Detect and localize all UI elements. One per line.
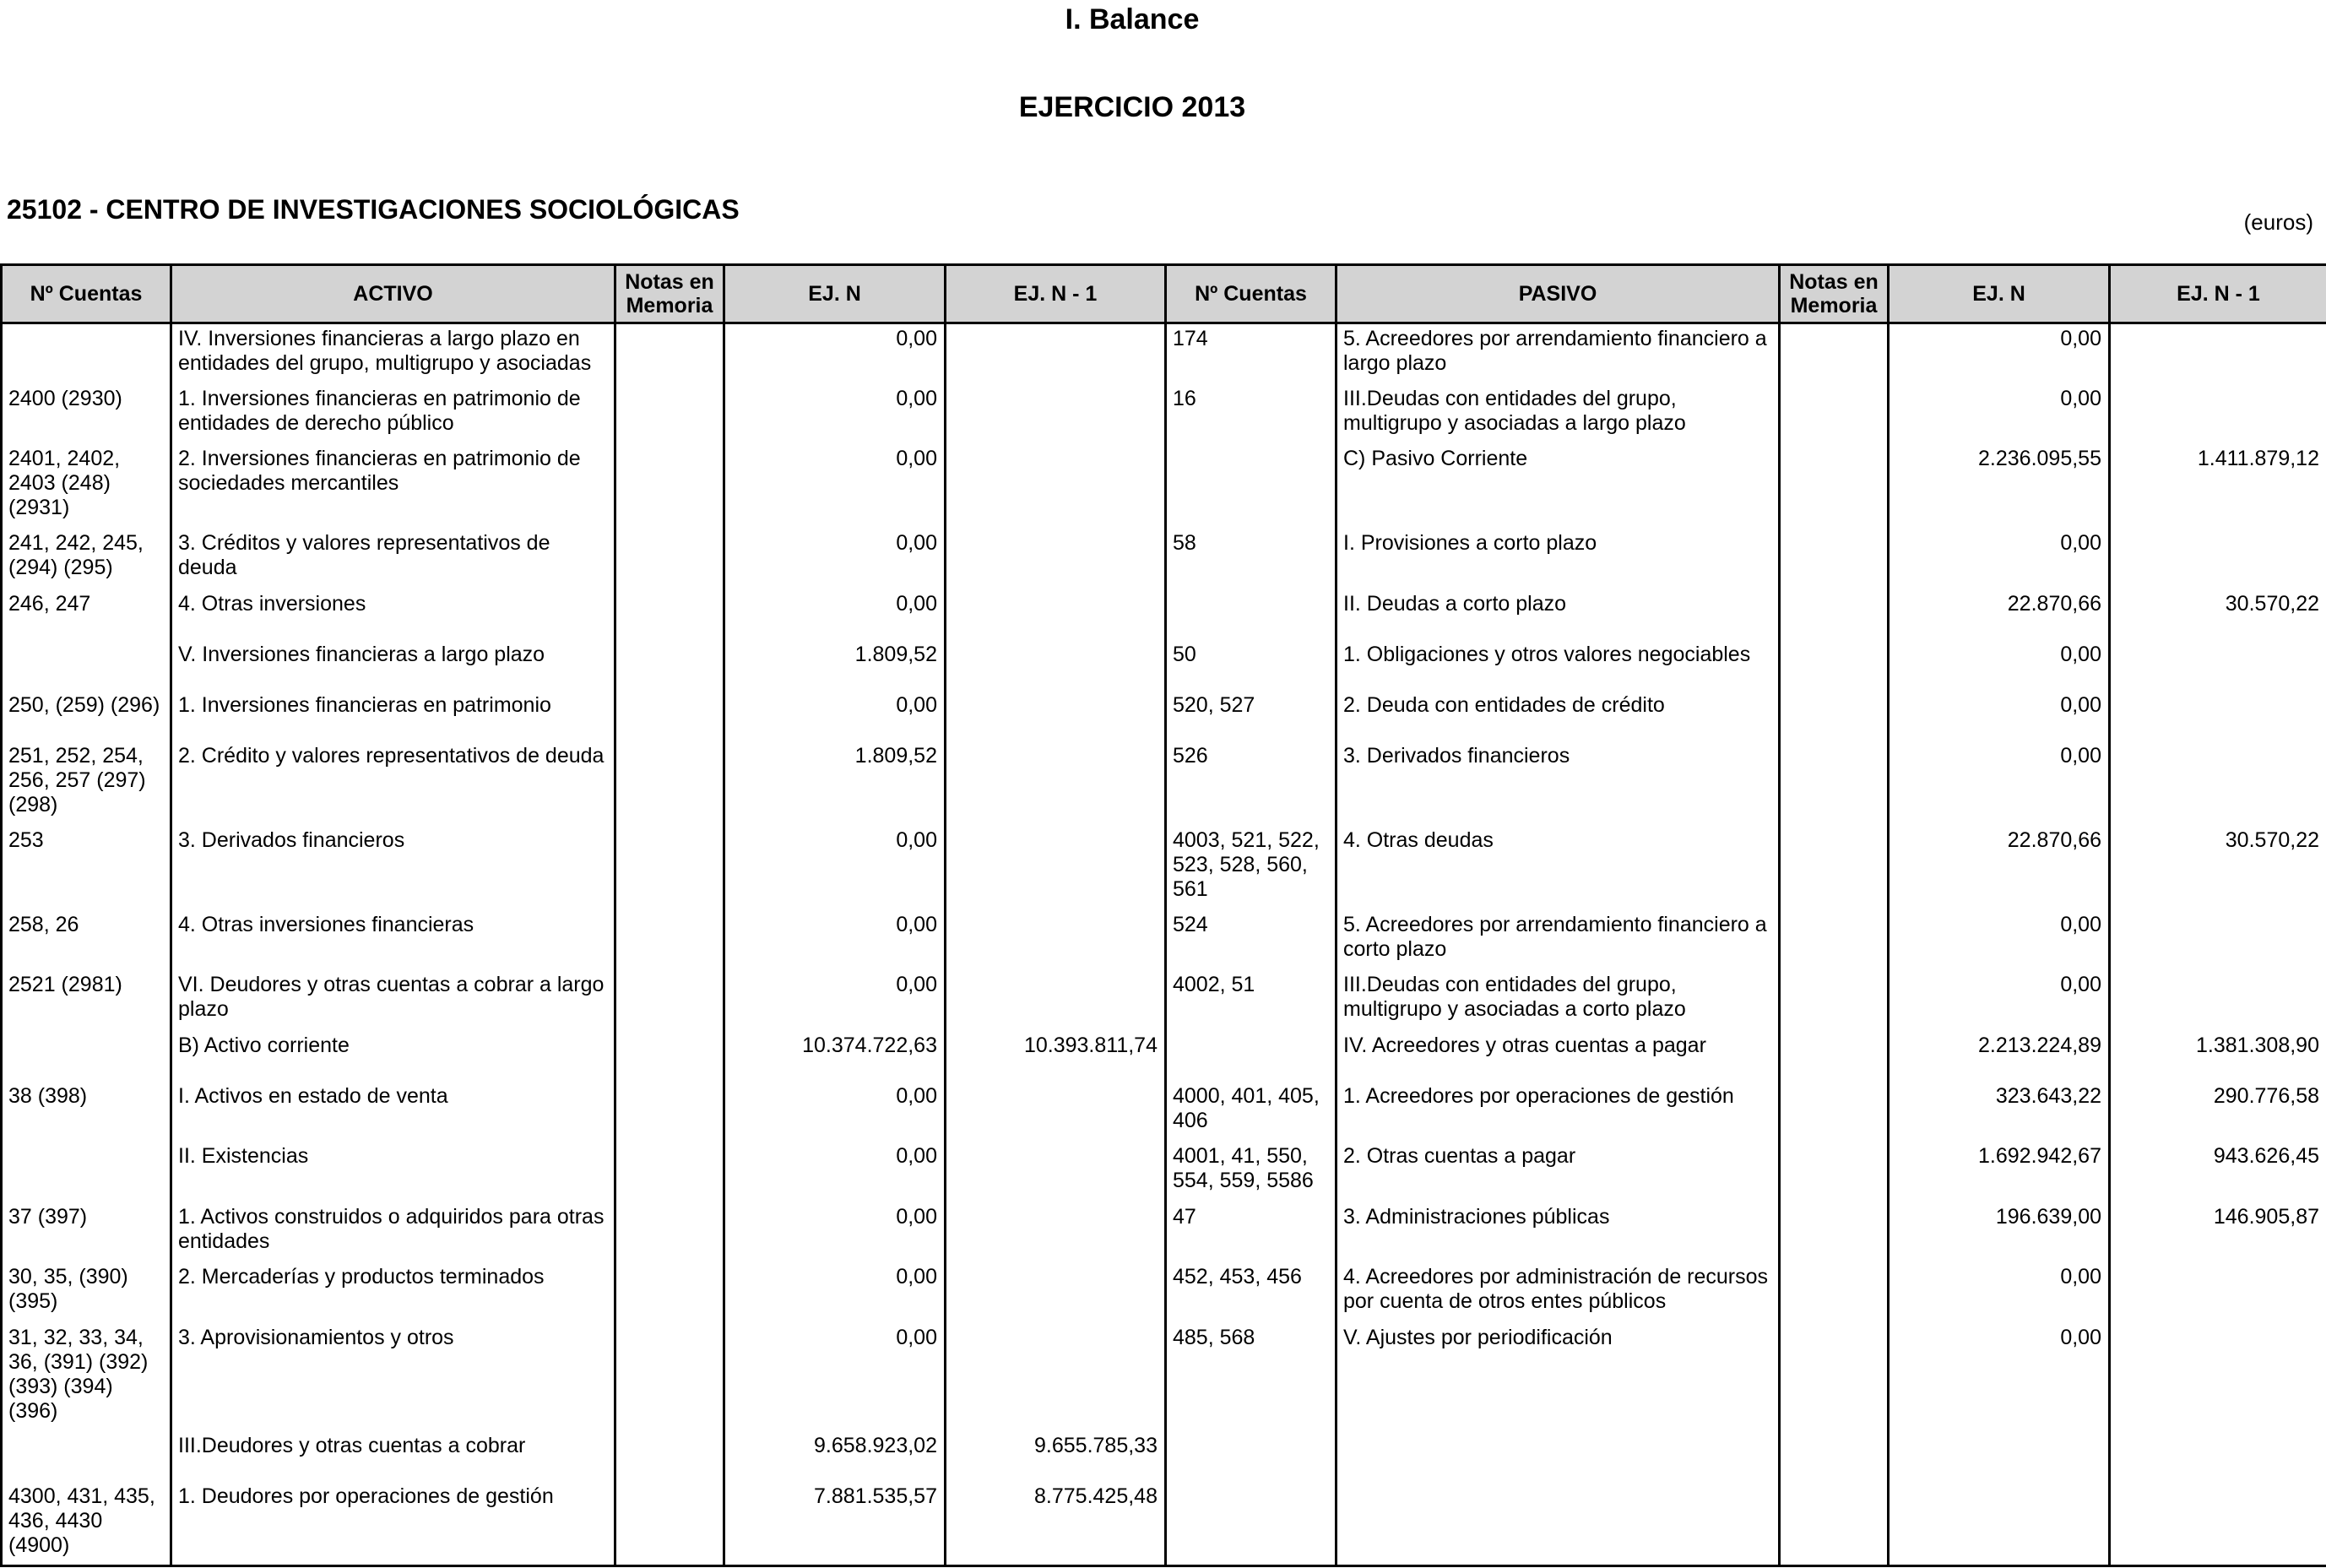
table-row xyxy=(2,444,2326,529)
cell-ej-n1-pasivo: 146.905,87 xyxy=(2110,1202,2326,1262)
cell-ej-n-pasivo: 0,00 xyxy=(1889,323,2110,384)
cell-ej-n1-activo xyxy=(946,444,1166,529)
cell-cuentas-activo: 37 (397) xyxy=(2,1202,171,1262)
cell-ej-n-pasivo: 0,00 xyxy=(1889,384,2110,444)
cell-ej-n1-activo xyxy=(946,1142,1166,1202)
header-cuentas-pasivo: Nº Cuentas xyxy=(1166,265,1337,323)
cell-ej-n-pasivo xyxy=(1889,1431,2110,1482)
cell-concepto-activo: III.Deudores y otras cuentas a cobrar xyxy=(171,1431,615,1482)
cell-concepto-pasivo: II. Deudas a corto plazo xyxy=(1337,589,1780,640)
cell-concepto-pasivo: 2. Otras cuentas a pagar xyxy=(1337,1142,1780,1202)
table-row xyxy=(2,691,2326,741)
cell-ej-n1-activo xyxy=(946,1202,1166,1262)
cell-ej-n-activo: 0,00 xyxy=(724,589,946,640)
cell-ej-n1-pasivo: 1.411.879,12 xyxy=(2110,444,2326,529)
cell-ej-n1-activo xyxy=(946,589,1166,640)
table-row xyxy=(2,1082,2326,1142)
header-activo: ACTIVO xyxy=(171,265,615,323)
cell-ej-n1-pasivo xyxy=(2110,384,2326,444)
table-row xyxy=(2,1482,2326,1558)
cell-notas-activo xyxy=(615,1262,724,1323)
empty-cell xyxy=(1166,1558,1337,1566)
currency-units: (euros) xyxy=(2243,209,2313,235)
cell-notas-activo xyxy=(615,444,724,529)
cell-concepto-pasivo: C) Pasivo Corriente xyxy=(1337,444,1780,529)
cell-cuentas-pasivo: 58 xyxy=(1166,529,1337,589)
cell-ej-n-pasivo: 0,00 xyxy=(1889,970,2110,1031)
cell-concepto-activo: IV. Inversiones financieras a largo plazo en entidades del grupo, multigrupo y asociadas xyxy=(171,323,615,384)
cell-ej-n1-pasivo xyxy=(2110,1323,2326,1431)
header-cuentas-activo: Nº Cuentas xyxy=(2,265,171,323)
cell-cuentas-activo xyxy=(2,1431,171,1482)
cell-concepto-activo: 1. Inversiones financieras en patrimonio xyxy=(171,691,615,741)
cell-ej-n1-activo xyxy=(946,323,1166,384)
cell-concepto-activo: V. Inversiones financieras a largo plazo xyxy=(171,640,615,691)
cell-ej-n1-pasivo: 290.776,58 xyxy=(2110,1082,2326,1142)
empty-cell xyxy=(946,1558,1166,1566)
table-row xyxy=(2,910,2326,970)
cell-concepto-pasivo: 4. Acreedores por administración de recursos por cuenta de otros entes públicos xyxy=(1337,1262,1780,1323)
cell-ej-n1-activo xyxy=(946,1082,1166,1142)
cell-cuentas-activo: 38 (398) xyxy=(2,1082,171,1142)
cell-ej-n-activo: 0,00 xyxy=(724,1262,946,1323)
cell-notas-activo xyxy=(615,1082,724,1142)
cell-notas-activo xyxy=(615,1323,724,1431)
empty-cell xyxy=(1337,1558,1780,1566)
cell-ej-n1-pasivo: 30.570,22 xyxy=(2110,589,2326,640)
table-row xyxy=(2,741,2326,826)
cell-cuentas-pasivo: 520, 527 xyxy=(1166,691,1337,741)
cell-cuentas-pasivo: 50 xyxy=(1166,640,1337,691)
cell-concepto-activo: I. Activos en estado de venta xyxy=(171,1082,615,1142)
cell-cuentas-pasivo: 4001, 41, 550, 554, 559, 5586 xyxy=(1166,1142,1337,1202)
cell-concepto-pasivo: V. Ajustes por periodificación xyxy=(1337,1323,1780,1431)
cell-ej-n1-pasivo: 1.381.308,90 xyxy=(2110,1031,2326,1082)
cell-concepto-pasivo xyxy=(1337,1431,1780,1482)
cell-cuentas-activo: 258, 26 xyxy=(2,910,171,970)
cell-cuentas-pasivo xyxy=(1166,1482,1337,1558)
empty-cell xyxy=(2110,1558,2326,1566)
table-row xyxy=(2,323,2326,384)
cell-cuentas-activo xyxy=(2,1142,171,1202)
header-ej-n1-pasivo: EJ. N - 1 xyxy=(2110,265,2326,323)
cell-cuentas-pasivo: 16 xyxy=(1166,384,1337,444)
filler-row xyxy=(2,1558,2326,1566)
cell-concepto-activo: 2. Mercaderías y productos terminados xyxy=(171,1262,615,1323)
cell-notas-activo xyxy=(615,1142,724,1202)
cell-cuentas-activo: 30, 35, (390) (395) xyxy=(2,1262,171,1323)
empty-cell xyxy=(724,1558,946,1566)
cell-ej-n1-activo: 9.655.785,33 xyxy=(946,1431,1166,1482)
cell-concepto-activo: 2. Crédito y valores representativos de deuda xyxy=(171,741,615,826)
cell-notas-pasivo xyxy=(1780,444,1889,529)
table-row xyxy=(2,640,2326,691)
cell-ej-n-activo: 0,00 xyxy=(724,1082,946,1142)
cell-ej-n1-activo xyxy=(946,384,1166,444)
table-row xyxy=(2,384,2326,444)
cell-concepto-pasivo: 1. Acreedores por operaciones de gestión xyxy=(1337,1082,1780,1142)
cell-ej-n-pasivo: 0,00 xyxy=(1889,1323,2110,1431)
cell-ej-n1-activo xyxy=(946,1323,1166,1431)
cell-concepto-pasivo: 1. Obligaciones y otros valores negociables xyxy=(1337,640,1780,691)
cell-cuentas-activo: 246, 247 xyxy=(2,589,171,640)
cell-cuentas-pasivo: 452, 453, 456 xyxy=(1166,1262,1337,1323)
cell-concepto-activo: 4. Otras inversiones financieras xyxy=(171,910,615,970)
cell-concepto-activo: 3. Créditos y valores representativos de deuda xyxy=(171,529,615,589)
cell-notas-activo xyxy=(615,384,724,444)
cell-concepto-pasivo: 3. Administraciones públicas xyxy=(1337,1202,1780,1262)
cell-notas-activo xyxy=(615,1031,724,1082)
cell-concepto-pasivo: I. Provisiones a corto plazo xyxy=(1337,529,1780,589)
cell-ej-n-pasivo: 2.236.095,55 xyxy=(1889,444,2110,529)
cell-ej-n-pasivo: 0,00 xyxy=(1889,640,2110,691)
cell-notas-activo xyxy=(615,910,724,970)
cell-concepto-activo: 3. Derivados financieros xyxy=(171,826,615,910)
cell-notas-pasivo xyxy=(1780,1031,1889,1082)
cell-ej-n1-pasivo xyxy=(2110,640,2326,691)
cell-cuentas-activo: 4300, 431, 435, 436, 4430 (4900) xyxy=(2,1482,171,1558)
table-row xyxy=(2,1031,2326,1082)
cell-notas-pasivo xyxy=(1780,384,1889,444)
table-row xyxy=(2,1202,2326,1262)
cell-ej-n1-pasivo xyxy=(2110,323,2326,384)
cell-cuentas-activo: 2521 (2981) xyxy=(2,970,171,1031)
header-ej-n1-activo: EJ. N - 1 xyxy=(946,265,1166,323)
cell-ej-n-activo: 0,00 xyxy=(724,1323,946,1431)
cell-concepto-pasivo: III.Deudas con entidades del grupo, multigrupo y asociadas a corto plazo xyxy=(1337,970,1780,1031)
cell-ej-n-activo: 0,00 xyxy=(724,826,946,910)
cell-concepto-activo: II. Existencias xyxy=(171,1142,615,1202)
entity-name: 25102 - CENTRO DE INVESTIGACIONES SOCIOLÓGICAS xyxy=(7,194,740,225)
cell-cuentas-activo xyxy=(2,1031,171,1082)
cell-concepto-pasivo: 4. Otras deudas xyxy=(1337,826,1780,910)
cell-notas-pasivo xyxy=(1780,1482,1889,1558)
table-row xyxy=(2,1262,2326,1323)
cell-ej-n1-pasivo xyxy=(2110,970,2326,1031)
cell-ej-n-pasivo: 196.639,00 xyxy=(1889,1202,2110,1262)
cell-ej-n1-pasivo xyxy=(2110,529,2326,589)
cell-notas-activo xyxy=(615,529,724,589)
table-row xyxy=(2,1431,2326,1482)
cell-notas-activo xyxy=(615,640,724,691)
cell-cuentas-pasivo: 4003, 521, 522, 523, 528, 560, 561 xyxy=(1166,826,1337,910)
cell-ej-n-activo: 9.658.923,02 xyxy=(724,1431,946,1482)
cell-cuentas-activo xyxy=(2,640,171,691)
report-subtitle: EJERCICIO 2013 xyxy=(1018,91,1246,123)
empty-cell xyxy=(171,1558,615,1566)
cell-notas-pasivo xyxy=(1780,1323,1889,1431)
header-ej-n-activo: EJ. N xyxy=(724,265,946,323)
cell-concepto-activo: VI. Deudores y otras cuentas a cobrar a largo plazo xyxy=(171,970,615,1031)
cell-concepto-activo: 4. Otras inversiones xyxy=(171,589,615,640)
cell-notas-activo xyxy=(615,741,724,826)
cell-concepto-pasivo xyxy=(1337,1482,1780,1558)
empty-cell xyxy=(2,1558,171,1566)
cell-cuentas-pasivo xyxy=(1166,444,1337,529)
cell-notas-activo xyxy=(615,323,724,384)
empty-cell xyxy=(615,1558,724,1566)
cell-cuentas-activo: 2401, 2402, 2403 (248) (2931) xyxy=(2,444,171,529)
cell-notas-activo xyxy=(615,1482,724,1558)
cell-notas-pasivo xyxy=(1780,910,1889,970)
cell-cuentas-activo xyxy=(2,323,171,384)
cell-notas-pasivo xyxy=(1780,1262,1889,1323)
cell-ej-n-activo: 0,00 xyxy=(724,1202,946,1262)
header-row xyxy=(2,265,2326,323)
cell-ej-n-activo: 0,00 xyxy=(724,1142,946,1202)
table-row xyxy=(2,529,2326,589)
cell-ej-n1-pasivo xyxy=(2110,910,2326,970)
cell-ej-n-activo: 0,00 xyxy=(724,970,946,1031)
cell-cuentas-pasivo: 485, 568 xyxy=(1166,1323,1337,1431)
cell-concepto-pasivo: 3. Derivados financieros xyxy=(1337,741,1780,826)
table-row xyxy=(2,1323,2326,1431)
cell-concepto-pasivo: 5. Acreedores por arrendamiento financiero a largo plazo xyxy=(1337,323,1780,384)
empty-cell xyxy=(1780,1558,1889,1566)
cell-notas-pasivo xyxy=(1780,640,1889,691)
cell-ej-n1-activo: 10.393.811,74 xyxy=(946,1031,1166,1082)
cell-ej-n-pasivo: 0,00 xyxy=(1889,1262,2110,1323)
cell-cuentas-pasivo: 174 xyxy=(1166,323,1337,384)
cell-ej-n1-activo xyxy=(946,691,1166,741)
cell-ej-n-activo: 0,00 xyxy=(724,529,946,589)
cell-ej-n-activo: 10.374.722,63 xyxy=(724,1031,946,1082)
cell-notas-pasivo xyxy=(1780,1431,1889,1482)
cell-ej-n1-activo xyxy=(946,529,1166,589)
header-pasivo: PASIVO xyxy=(1337,265,1780,323)
cell-cuentas-pasivo xyxy=(1166,1431,1337,1482)
cell-ej-n-pasivo: 22.870,66 xyxy=(1889,826,2110,910)
cell-concepto-activo: 2. Inversiones financieras en patrimonio de sociedades mercantiles xyxy=(171,444,615,529)
cell-notas-activo xyxy=(615,1202,724,1262)
cell-ej-n1-pasivo xyxy=(2110,1262,2326,1323)
cell-notas-pasivo xyxy=(1780,589,1889,640)
cell-cuentas-pasivo: 526 xyxy=(1166,741,1337,826)
table-row xyxy=(2,589,2326,640)
cell-concepto-activo: 1. Inversiones financieras en patrimonio de entidades de derecho público xyxy=(171,384,615,444)
cell-ej-n-activo: 7.881.535,57 xyxy=(724,1482,946,1558)
cell-ej-n-pasivo: 2.213.224,89 xyxy=(1889,1031,2110,1082)
cell-notas-pasivo xyxy=(1780,970,1889,1031)
cell-notas-activo xyxy=(615,826,724,910)
cell-notas-pasivo xyxy=(1780,741,1889,826)
cell-ej-n-pasivo xyxy=(1889,1482,2110,1558)
cell-ej-n-pasivo: 0,00 xyxy=(1889,741,2110,826)
cell-cuentas-pasivo xyxy=(1166,1031,1337,1082)
empty-cell xyxy=(1889,1558,2110,1566)
cell-ej-n1-activo xyxy=(946,741,1166,826)
cell-ej-n1-pasivo xyxy=(2110,691,2326,741)
cell-ej-n-activo: 0,00 xyxy=(724,384,946,444)
cell-ej-n1-pasivo xyxy=(2110,741,2326,826)
cell-ej-n1-pasivo: 30.570,22 xyxy=(2110,826,2326,910)
cell-ej-n1-activo xyxy=(946,970,1166,1031)
cell-notas-activo xyxy=(615,1431,724,1482)
header-notas-activo: Notas en Memoria xyxy=(615,265,724,323)
cell-concepto-pasivo: 5. Acreedores por arrendamiento financiero a corto plazo xyxy=(1337,910,1780,970)
cell-notas-activo xyxy=(615,970,724,1031)
cell-notas-activo xyxy=(615,589,724,640)
balance-table xyxy=(0,263,2326,1567)
cell-ej-n1-activo: 8.775.425,48 xyxy=(946,1482,1166,1558)
cell-ej-n1-activo xyxy=(946,640,1166,691)
cell-concepto-activo: B) Activo corriente xyxy=(171,1031,615,1082)
table-row xyxy=(2,970,2326,1031)
cell-cuentas-pasivo: 524 xyxy=(1166,910,1337,970)
cell-ej-n1-activo xyxy=(946,826,1166,910)
cell-notas-pasivo xyxy=(1780,1082,1889,1142)
cell-cuentas-activo: 250, (259) (296) xyxy=(2,691,171,741)
cell-cuentas-pasivo xyxy=(1166,589,1337,640)
cell-ej-n-pasivo: 0,00 xyxy=(1889,529,2110,589)
cell-cuentas-activo: 2400 (2930) xyxy=(2,384,171,444)
cell-ej-n-pasivo: 22.870,66 xyxy=(1889,589,2110,640)
cell-notas-pasivo xyxy=(1780,826,1889,910)
cell-notas-pasivo xyxy=(1780,1202,1889,1262)
cell-cuentas-pasivo: 4002, 51 xyxy=(1166,970,1337,1031)
cell-ej-n1-activo xyxy=(946,1262,1166,1323)
cell-ej-n1-pasivo: 943.626,45 xyxy=(2110,1142,2326,1202)
header-notas-pasivo: Notas en Memoria xyxy=(1780,265,1889,323)
cell-ej-n-activo: 0,00 xyxy=(724,910,946,970)
cell-ej-n-activo: 0,00 xyxy=(724,691,946,741)
cell-ej-n-pasivo: 0,00 xyxy=(1889,910,2110,970)
cell-ej-n-pasivo: 0,00 xyxy=(1889,691,2110,741)
cell-ej-n-activo: 0,00 xyxy=(724,323,946,384)
table-row xyxy=(2,1142,2326,1202)
cell-cuentas-activo: 241, 242, 245, (294) (295) xyxy=(2,529,171,589)
cell-ej-n1-pasivo xyxy=(2110,1482,2326,1558)
cell-concepto-activo: 1. Deudores por operaciones de gestión xyxy=(171,1482,615,1558)
cell-ej-n-activo: 0,00 xyxy=(724,444,946,529)
cell-ej-n1-activo xyxy=(946,910,1166,970)
cell-ej-n-activo: 1.809,52 xyxy=(724,741,946,826)
cell-ej-n-activo: 1.809,52 xyxy=(724,640,946,691)
cell-cuentas-activo: 253 xyxy=(2,826,171,910)
cell-concepto-activo: 3. Aprovisionamientos y otros xyxy=(171,1323,615,1431)
cell-notas-pasivo xyxy=(1780,323,1889,384)
cell-concepto-activo: 1. Activos construidos o adquiridos para otras entidades xyxy=(171,1202,615,1262)
cell-cuentas-pasivo: 4000, 401, 405, 406 xyxy=(1166,1082,1337,1142)
cell-cuentas-pasivo: 47 xyxy=(1166,1202,1337,1262)
table-row xyxy=(2,826,2326,910)
cell-notas-activo xyxy=(615,691,724,741)
cell-concepto-pasivo: IV. Acreedores y otras cuentas a pagar xyxy=(1337,1031,1780,1082)
cell-concepto-pasivo: 2. Deuda con entidades de crédito xyxy=(1337,691,1780,741)
cell-notas-pasivo xyxy=(1780,529,1889,589)
report-title: I. Balance xyxy=(1065,3,1200,35)
cell-concepto-pasivo: III.Deudas con entidades del grupo, multigrupo y asociadas a largo plazo xyxy=(1337,384,1780,444)
cell-ej-n1-pasivo xyxy=(2110,1431,2326,1482)
cell-ej-n-pasivo: 323.643,22 xyxy=(1889,1082,2110,1142)
cell-notas-pasivo xyxy=(1780,1142,1889,1202)
cell-cuentas-activo: 251, 252, 254, 256, 257 (297) (298) xyxy=(2,741,171,826)
cell-ej-n-pasivo: 1.692.942,67 xyxy=(1889,1142,2110,1202)
cell-notas-pasivo xyxy=(1780,691,1889,741)
cell-cuentas-activo: 31, 32, 33, 34, 36, (391) (392) (393) (394) (396) xyxy=(2,1323,171,1431)
header-ej-n-pasivo: EJ. N xyxy=(1889,265,2110,323)
